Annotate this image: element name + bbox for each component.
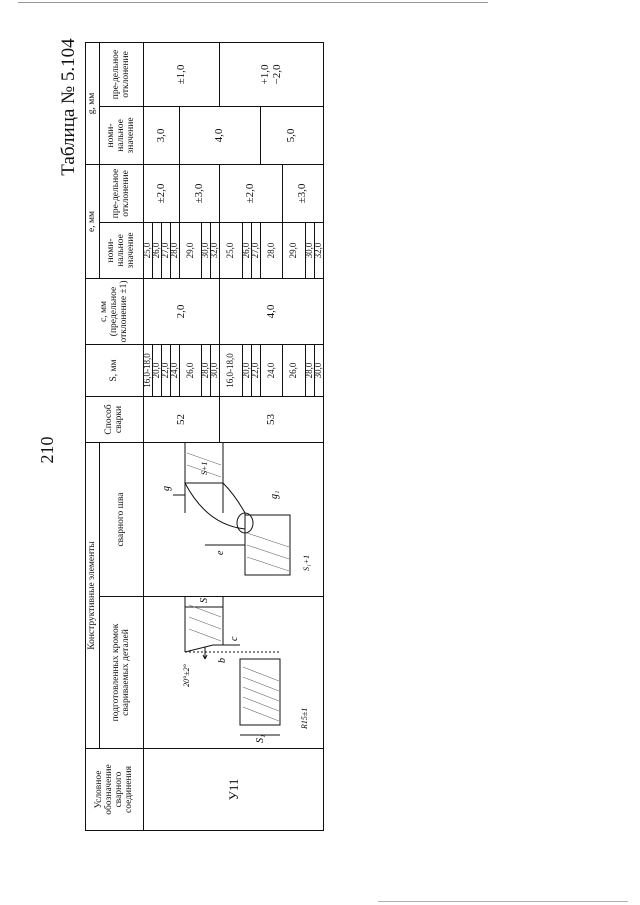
- e-value: 26,0: [242, 222, 251, 278]
- table-frame: [85, 43, 324, 831]
- e-value: 27,0: [251, 222, 260, 278]
- header-designation: Условное обозначение сварного соединения: [86, 749, 144, 831]
- c-label: c: [228, 636, 240, 641]
- e-tolerance-53-a: ±2,0: [220, 164, 283, 222]
- e-value: 25,0: [144, 222, 153, 278]
- method-52: 52: [144, 396, 220, 442]
- g-nominal-52: 3,0: [144, 106, 179, 164]
- weld-drawing: [144, 442, 324, 596]
- e-value: 26,0: [153, 222, 162, 278]
- method-53: 53: [220, 396, 324, 442]
- rotated-table: [85, 43, 324, 831]
- e-value: 30,0: [306, 222, 315, 278]
- header-elements-group: Конструктивные элементы: [86, 442, 100, 748]
- s-value: 16,0-18,0: [220, 344, 243, 396]
- table-title: Таблица № 5.104: [58, 38, 79, 176]
- e-value: 29,0: [179, 222, 202, 278]
- s-value: 26,0: [283, 344, 306, 396]
- s-value: 30,0: [315, 344, 324, 396]
- s-value: 22,0: [161, 344, 170, 396]
- s-value: 30,0: [211, 344, 220, 396]
- g-nominal-53-b: 5,0: [260, 106, 323, 164]
- g1-label: g₁: [268, 490, 280, 499]
- header-s: S, мм: [86, 344, 144, 396]
- weld-bead: [185, 483, 245, 529]
- s-value: 28,0: [202, 344, 211, 396]
- e-value: 29,0: [283, 222, 306, 278]
- s-value: 20,0: [242, 344, 251, 396]
- angle-label: 20°±2°: [181, 664, 191, 687]
- e-tolerance-52-b: ±3,0: [179, 164, 220, 222]
- scan-edge-bottom: [378, 901, 628, 902]
- g-nominal-53-a: 4,0: [179, 106, 260, 164]
- header-e-tolerance: пре-дельное отклонение: [100, 164, 144, 222]
- e-value: 32,0: [315, 222, 324, 278]
- s-value: 22,0: [251, 344, 260, 396]
- e-tolerance-53-b: ±3,0: [283, 164, 324, 222]
- edge-prep-sketch: [145, 597, 323, 747]
- header-g-tolerance: пре-дельное отклонение: [100, 42, 144, 106]
- e-tolerance-52-a: ±2,0: [144, 164, 179, 222]
- header-method: Способ сварки: [86, 396, 144, 442]
- e-value: 25,0: [220, 222, 243, 278]
- s-plus-one-label: S+1: [199, 461, 209, 475]
- g-label: g: [160, 486, 172, 491]
- s1-plus-one-label: S₁+1: [301, 554, 311, 571]
- header-prepared-edges: подготовленных кромок свариваемых деталей: [100, 597, 144, 749]
- header-g-nominal: номи-нальное значение: [100, 106, 144, 164]
- header-e-group: е, мм: [86, 164, 100, 278]
- e-value: 32,0: [211, 222, 220, 278]
- header-g-group: g, мм: [86, 42, 100, 164]
- s-label: S: [198, 598, 210, 603]
- designation-cell: У11: [144, 749, 324, 831]
- b-label: b: [216, 658, 228, 663]
- s-value: 24,0: [170, 344, 179, 396]
- g-tolerance-52: ±1,0: [144, 42, 220, 106]
- edge-prep-drawing: [144, 597, 324, 749]
- right-plate-bevel: [185, 597, 223, 652]
- s-value: 26,0: [179, 344, 202, 396]
- page-number: 210: [37, 436, 57, 464]
- weld-sketch: [145, 443, 323, 595]
- gap-arrow: [203, 647, 207, 659]
- s-value: 28,0: [306, 344, 315, 396]
- scan-edge-top: [18, 2, 488, 3]
- g-tolerance-53: +1,0 −2,0: [220, 42, 324, 106]
- header-e-nominal: номи-нальное значение: [100, 222, 144, 278]
- s-value: 24,0: [260, 344, 283, 396]
- header-weld: сварного шва: [100, 442, 144, 596]
- c-value-53: 4,0: [220, 278, 324, 344]
- e-value: 30,0: [202, 222, 211, 278]
- left-plate: [240, 659, 280, 725]
- e-value: 27,0: [161, 222, 170, 278]
- header-c: с, мм (предельное отклонение ±1): [86, 278, 144, 344]
- e-label: e: [214, 550, 226, 555]
- s-value: 16,0-18,0: [144, 344, 153, 396]
- s-value: 20,0: [153, 344, 162, 396]
- radius-label: R15±1: [299, 707, 309, 729]
- weld-right-plate: [185, 443, 223, 513]
- c-value-52: 2,0: [144, 278, 220, 344]
- e-value: 28,0: [170, 222, 179, 278]
- s1-label: S₁: [254, 734, 266, 743]
- e-value: 28,0: [260, 222, 283, 278]
- weld-spec-table: [85, 42, 324, 831]
